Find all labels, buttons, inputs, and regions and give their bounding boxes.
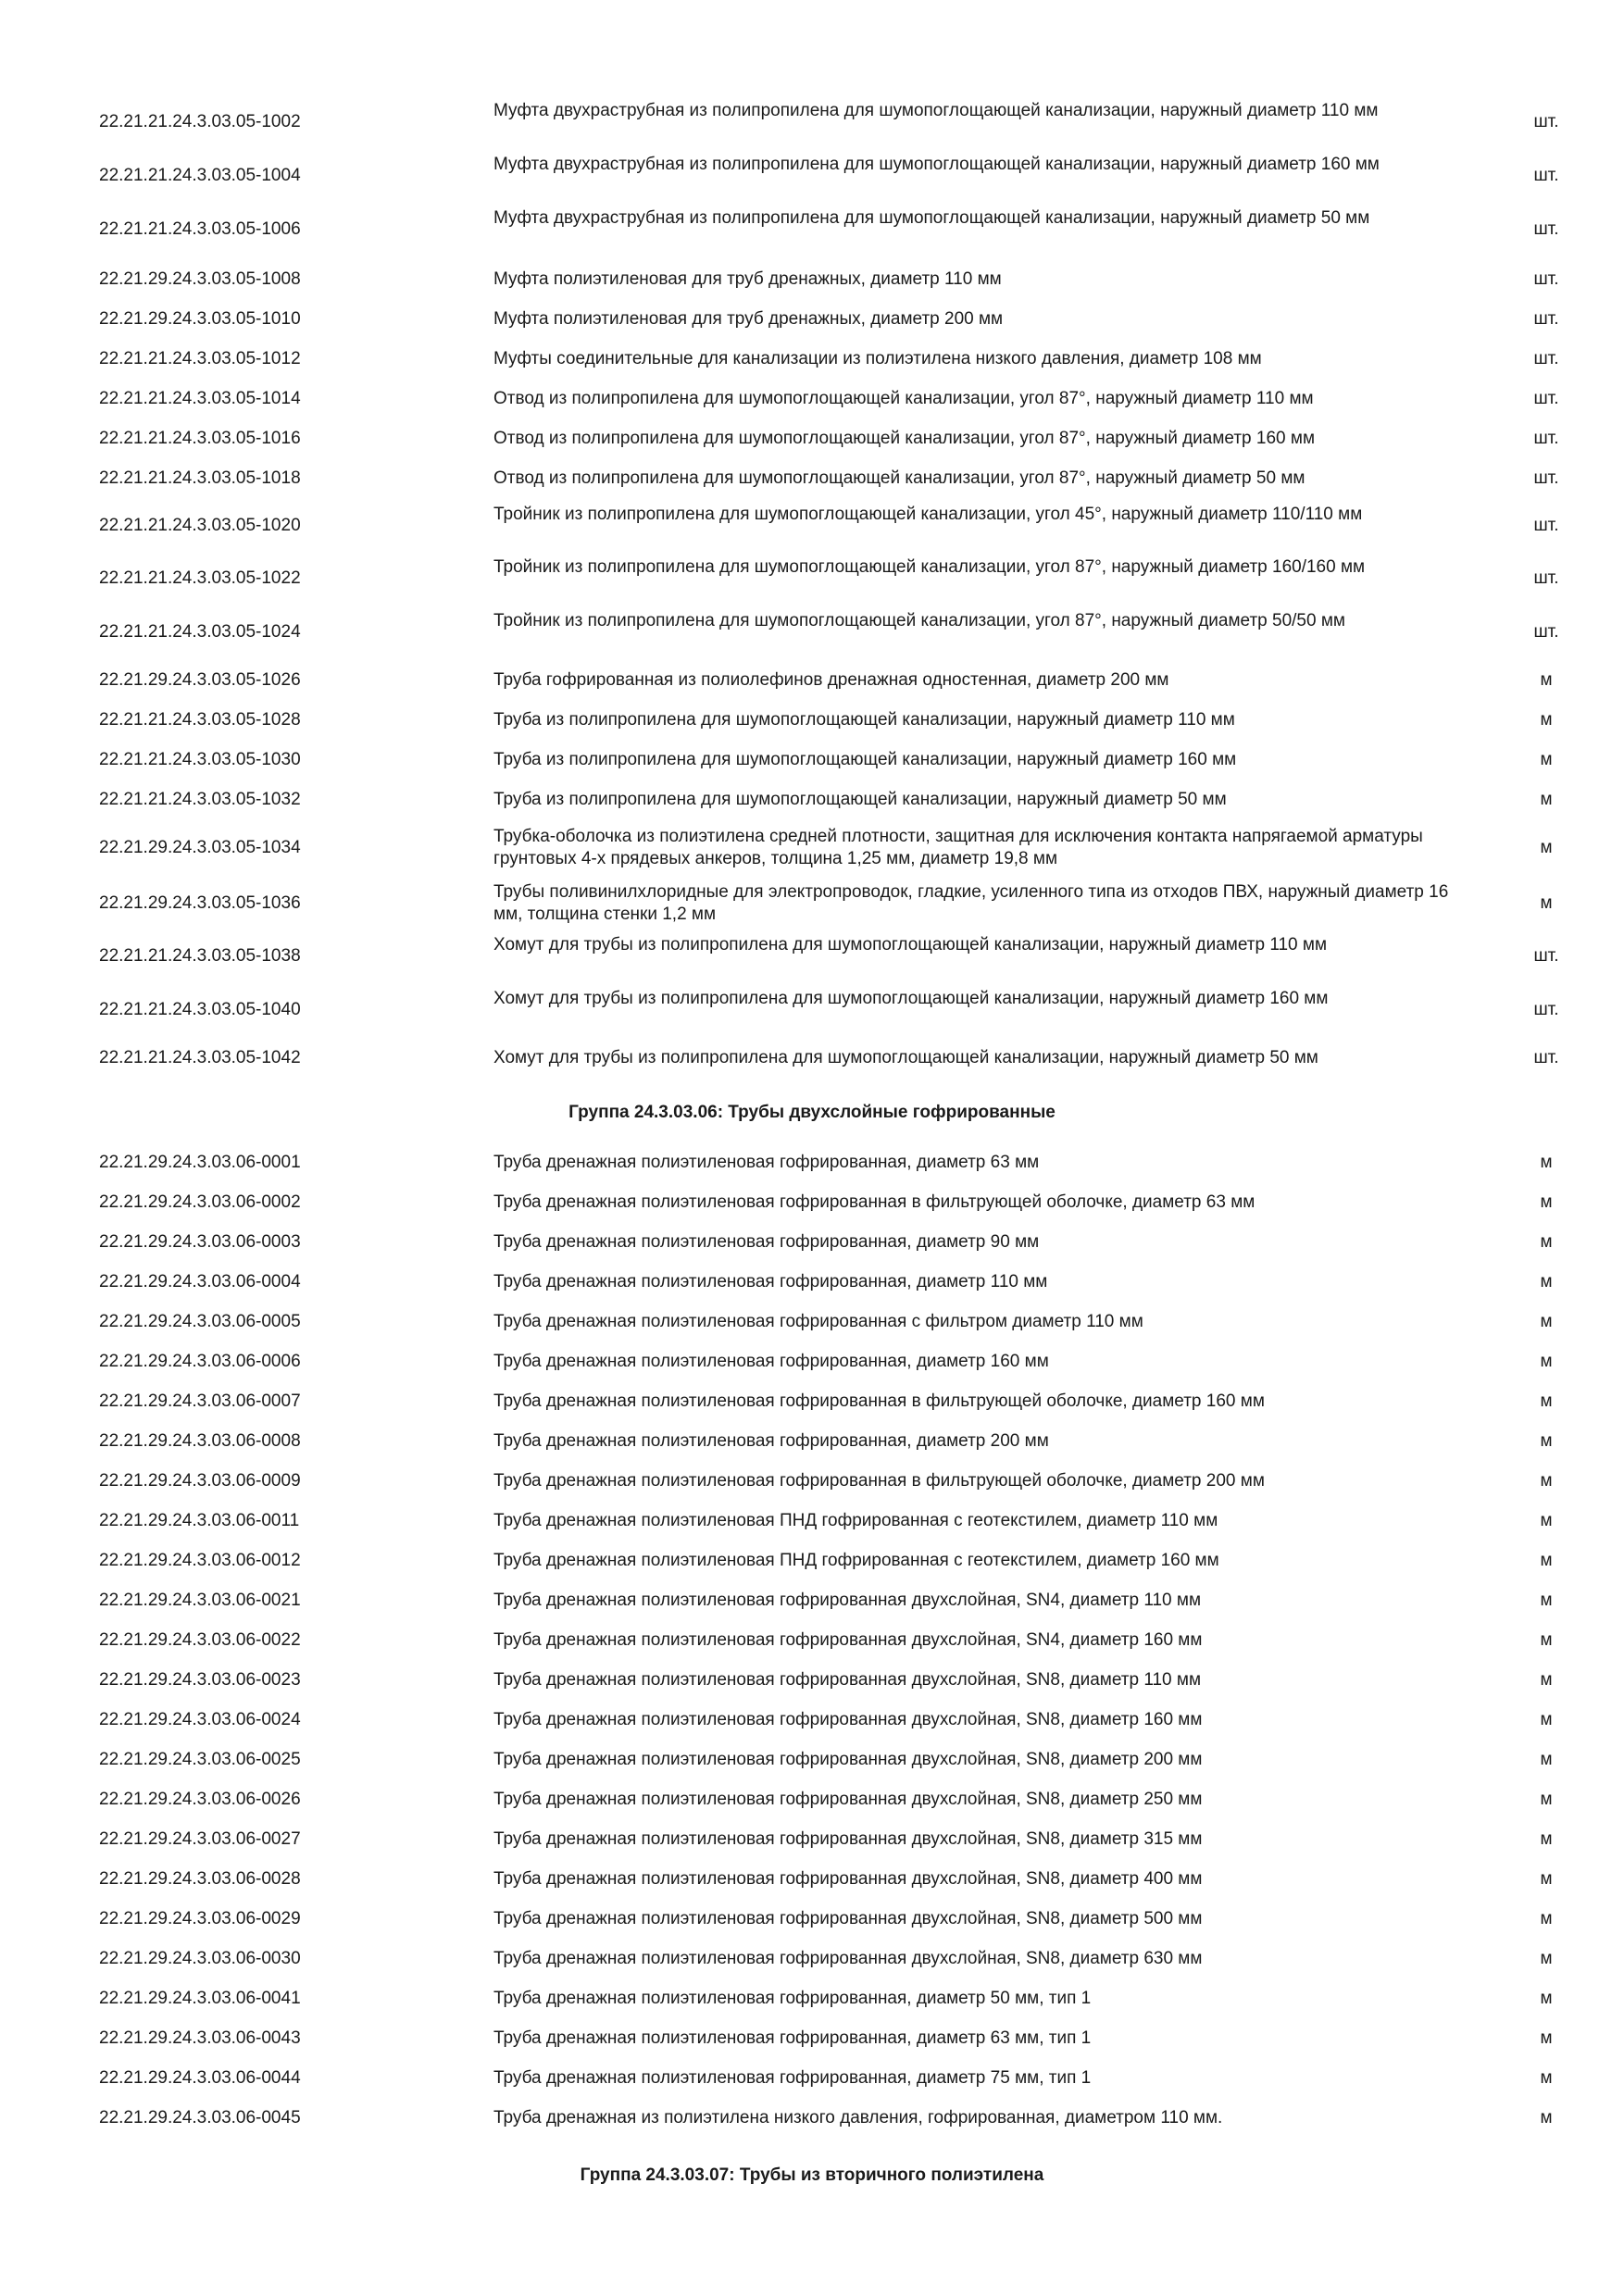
row-code: 22.21.21.24.3.03.05-1014 — [99, 389, 301, 408]
row-description: Муфта полиэтиленовая для труб дренажных, диаметр 200 мм — [493, 309, 1004, 329]
row-code: 22.21.21.24.3.03.05-1016 — [99, 429, 301, 448]
table-row — [0, 1391, 1624, 1413]
row-unit: м — [1540, 1591, 1553, 1610]
row-unit: шт. — [1533, 309, 1559, 329]
row-unit: шт. — [1533, 468, 1559, 488]
row-code: 22.21.29.24.3.03.06-0041 — [99, 1989, 301, 2008]
row-unit: м — [1540, 1431, 1553, 1451]
row-description: Труба дренажная полиэтиленовая гофрированная двухслойная, SN8, диаметр 630 мм — [493, 1949, 1203, 1968]
row-unit: м — [1540, 838, 1553, 857]
row-unit: шт. — [1533, 1000, 1559, 1019]
table-row — [0, 988, 1624, 1032]
row-unit: м — [1540, 790, 1553, 809]
row-unit: шт. — [1533, 1048, 1559, 1067]
row-description: Труба дренажная полиэтиленовая гофрированная двухслойная, SN8, диаметр 500 мм — [493, 1909, 1203, 1928]
table-row — [0, 826, 1624, 870]
row-code: 22.21.29.24.3.03.06-0025 — [99, 1750, 301, 1769]
row-description: Труба дренажная полиэтиленовая гофрированная двухслойная, SN8, диаметр 200 мм — [493, 1750, 1203, 1769]
row-description: Муфта полиэтиленовая для труб дренажных, диаметр 110 мм — [493, 269, 1002, 289]
table-row — [0, 1669, 1624, 1691]
group-heading: Группа 24.3.03.07: Трубы из вторичного полиэтилена — [580, 2165, 1044, 2185]
table-row — [0, 1351, 1624, 1373]
row-unit: м — [1540, 710, 1553, 730]
table-row — [0, 207, 1624, 252]
table-row — [0, 154, 1624, 198]
row-description: Труба из полипропилена для шумопоглощающей канализации, наружный диаметр 110 мм — [493, 710, 1235, 730]
row-code: 22.21.29.24.3.03.06-0002 — [99, 1192, 301, 1212]
table-row — [0, 1152, 1624, 1174]
table-row — [0, 1988, 1624, 2010]
row-code: 22.21.29.24.3.03.06-0022 — [99, 1630, 301, 1650]
table-row — [0, 1590, 1624, 1612]
row-code: 22.21.29.24.3.03.06-0027 — [99, 1829, 301, 1849]
row-description: Труба дренажная из полиэтилена низкого давления, гофрированная, диаметром 110 мм. — [493, 2108, 1223, 2128]
row-unit: м — [1540, 1551, 1553, 1570]
row-unit: м — [1540, 1710, 1553, 1729]
row-unit: м — [1540, 1790, 1553, 1809]
row-description: Труба дренажная полиэтиленовая гофрированная, диаметр 160 мм — [493, 1352, 1049, 1371]
row-description: Труба дренажная полиэтиленовая гофрированная в фильтрующей оболочке, диаметр 160 мм — [493, 1391, 1265, 1411]
row-code: 22.21.29.24.3.03.06-0004 — [99, 1272, 301, 1292]
row-description: Муфты соединительные для канализации из полиэтилена низкого давления, диаметр 108 мм — [493, 349, 1262, 368]
row-unit: м — [1540, 2068, 1553, 2088]
table-row — [0, 308, 1624, 331]
table-row — [0, 1908, 1624, 1930]
row-description: Труба дренажная полиэтиленовая гофрированная двухслойная, SN4, диаметр 110 мм — [493, 1591, 1202, 1610]
row-code: 22.21.29.24.3.03.06-0023 — [99, 1670, 301, 1690]
row-description: Трубы поливинилхлоридные для электропроводок, гладкие, усиленного типа из отходов ПВХ, наружный диаметр 16 мм, толщина стенки 1,2 мм — [493, 882, 1449, 924]
table-row — [0, 2107, 1624, 2129]
table-row — [0, 610, 1624, 655]
row-description: Хомут для трубы из полипропилена для шумопоглощающей канализации, наружный диаметр 50 мм — [493, 1048, 1318, 1067]
row-description: Труба дренажная полиэтиленовая гофрированная двухслойная, SN4, диаметр 160 мм — [493, 1630, 1203, 1650]
row-description: Труба дренажная полиэтиленовая гофрированная двухслойная, SN8, диаметр 160 мм — [493, 1710, 1203, 1729]
row-description: Отвод из полипропилена для шумопоглощающей канализации, угол 87°, наружный диаметр 110 мм — [493, 389, 1314, 408]
row-unit: шт. — [1533, 389, 1559, 408]
row-unit: м — [1540, 1232, 1553, 1252]
row-code: 22.21.29.24.3.03.06-0029 — [99, 1909, 301, 1928]
row-description: Муфта двухраструбная из полипропилена для шумопоглощающей канализации, наружный диаметр 50 мм — [493, 208, 1370, 228]
row-code: 22.21.21.24.3.03.05-1040 — [99, 1000, 301, 1019]
row-description: Труба дренажная полиэтиленовая гофрированная, диаметр 63 мм, тип 1 — [493, 2028, 1092, 2048]
row-code: 22.21.21.24.3.03.05-1042 — [99, 1048, 301, 1067]
row-unit: м — [1540, 1352, 1553, 1371]
table-row — [0, 1550, 1624, 1572]
row-code: 22.21.29.24.3.03.06-0003 — [99, 1232, 301, 1252]
table-row — [0, 1828, 1624, 1851]
row-description: Труба дренажная полиэтиленовая гофрированная, диаметр 75 мм, тип 1 — [493, 2068, 1092, 2088]
row-code: 22.21.29.24.3.03.05-1036 — [99, 893, 301, 913]
row-description: Трубка-оболочка из полиэтилена средней плотности, защитная для исключения контакта напрягаемой арматуры грунтовых 4-х прядевых анкеров, толщина 1,25 мм, диаметр 19,8 мм — [493, 827, 1423, 868]
table-row — [0, 1311, 1624, 1333]
row-unit: м — [1540, 1869, 1553, 1889]
table-row — [0, 1789, 1624, 1811]
table-row — [0, 428, 1624, 450]
group-heading: Группа 24.3.03.06: Трубы двухслойные гофрированные — [568, 1103, 1056, 1122]
row-unit: м — [1540, 1272, 1553, 1292]
row-unit: шт. — [1533, 568, 1559, 588]
row-code: 22.21.29.24.3.03.05-1034 — [99, 838, 301, 857]
table-row — [0, 348, 1624, 370]
table-row — [0, 1948, 1624, 1970]
row-unit: м — [1540, 750, 1553, 769]
row-unit: шт. — [1533, 516, 1559, 535]
row-code: 22.21.29.24.3.03.06-0008 — [99, 1431, 301, 1451]
row-code: 22.21.29.24.3.03.06-0026 — [99, 1790, 301, 1809]
row-description: Труба гофрированная из полиолефинов дренажная одностенная, диаметр 200 мм — [493, 670, 1169, 690]
row-code: 22.21.21.24.3.03.05-1020 — [99, 516, 301, 535]
row-code: 22.21.21.24.3.03.05-1022 — [99, 568, 301, 588]
table-row — [0, 749, 1624, 771]
row-code: 22.21.21.24.3.03.05-1004 — [99, 166, 301, 185]
row-description: Труба дренажная полиэтиленовая гофрированная, диаметр 90 мм — [493, 1232, 1040, 1252]
row-unit: м — [1540, 1192, 1553, 1212]
table-row — [0, 556, 1624, 601]
row-description: Труба дренажная полиэтиленовая гофрированная двухслойная, SN8, диаметр 315 мм — [493, 1829, 1203, 1849]
row-unit: м — [1540, 1670, 1553, 1690]
table-row — [0, 1470, 1624, 1492]
row-unit: шт. — [1533, 429, 1559, 448]
row-unit: м — [1540, 1989, 1553, 2008]
row-description: Муфта двухраструбная из полипропилена для шумопоглощающей канализации, наружный диаметр 110 мм — [493, 101, 1379, 120]
table-row — [0, 1510, 1624, 1532]
row-code: 22.21.29.24.3.03.05-1008 — [99, 269, 301, 289]
row-code: 22.21.29.24.3.03.05-1026 — [99, 670, 301, 690]
row-code: 22.21.21.24.3.03.05-1012 — [99, 349, 301, 368]
row-code: 22.21.29.24.3.03.06-0021 — [99, 1591, 301, 1610]
row-unit: м — [1540, 1471, 1553, 1491]
table-row — [0, 2067, 1624, 2090]
row-code: 22.21.29.24.3.03.06-0001 — [99, 1153, 301, 1172]
row-code: 22.21.21.24.3.03.05-1018 — [99, 468, 301, 488]
table-row — [0, 504, 1624, 548]
table-row — [0, 1430, 1624, 1453]
row-description: Труба дренажная полиэтиленовая гофрированная, диаметр 63 мм — [493, 1153, 1040, 1172]
row-code: 22.21.21.24.3.03.05-1006 — [99, 219, 301, 239]
row-unit: м — [1540, 1829, 1553, 1849]
row-unit: м — [1540, 2108, 1553, 2128]
row-code: 22.21.29.24.3.03.06-0045 — [99, 2108, 301, 2128]
row-description: Отвод из полипропилена для шумопоглощающей канализации, угол 87°, наружный диаметр 50 мм — [493, 468, 1305, 488]
row-unit: м — [1540, 670, 1553, 690]
row-code: 22.21.21.24.3.03.05-1038 — [99, 946, 301, 966]
row-unit: шт. — [1533, 622, 1559, 642]
row-description: Труба из полипропилена для шумопоглощающей канализации, наружный диаметр 160 мм — [493, 750, 1237, 769]
row-code: 22.21.29.24.3.03.06-0030 — [99, 1949, 301, 1968]
table-row — [0, 1192, 1624, 1214]
table-row — [0, 100, 1624, 144]
table-row — [0, 1231, 1624, 1254]
row-code: 22.21.29.24.3.03.06-0009 — [99, 1471, 301, 1491]
table-row — [0, 388, 1624, 410]
row-description: Труба дренажная полиэтиленовая ПНД гофрированная с геотекстилем, диаметр 160 мм — [493, 1551, 1219, 1570]
row-description: Труба дренажная полиэтиленовая гофрированная в фильтрующей оболочке, диаметр 200 мм — [493, 1471, 1265, 1491]
table-row — [0, 468, 1624, 490]
row-description: Труба дренажная полиэтиленовая гофрированная в фильтрующей оболочке, диаметр 63 мм — [493, 1192, 1255, 1212]
table-row — [0, 669, 1624, 692]
row-unit: шт. — [1533, 219, 1559, 239]
row-description: Тройник из полипропилена для шумопоглощающей канализации, угол 87°, наружный диаметр 160/160 мм — [493, 557, 1366, 577]
table-row — [0, 268, 1624, 291]
table-row — [0, 2028, 1624, 2050]
table-row — [0, 1047, 1624, 1069]
row-description: Труба дренажная полиэтиленовая гофрированная двухслойная, SN8, диаметр 400 мм — [493, 1869, 1203, 1889]
row-unit: м — [1540, 1909, 1553, 1928]
table-row — [0, 1629, 1624, 1652]
row-code: 22.21.29.24.3.03.06-0028 — [99, 1869, 301, 1889]
row-description: Хомут для трубы из полипропилена для шумопоглощающей канализации, наружный диаметр 160 мм — [493, 989, 1329, 1008]
row-unit: шт. — [1533, 112, 1559, 131]
row-unit: м — [1540, 893, 1553, 913]
table-row — [0, 789, 1624, 811]
table-row — [0, 934, 1624, 979]
row-code: 22.21.29.24.3.03.06-0012 — [99, 1551, 301, 1570]
row-code: 22.21.21.24.3.03.05-1024 — [99, 622, 301, 642]
row-code: 22.21.29.24.3.03.06-0005 — [99, 1312, 301, 1331]
row-unit: м — [1540, 1511, 1553, 1530]
row-code: 22.21.21.24.3.03.05-1002 — [99, 112, 301, 131]
row-description: Труба дренажная полиэтиленовая гофрированная двухслойная, SN8, диаметр 250 мм — [493, 1790, 1203, 1809]
row-description: Тройник из полипропилена для шумопоглощающей канализации, угол 87°, наружный диаметр 50/50 мм — [493, 611, 1345, 630]
row-unit: м — [1540, 1630, 1553, 1650]
row-description: Труба из полипропилена для шумопоглощающей канализации, наружный диаметр 50 мм — [493, 790, 1227, 809]
row-description: Тройник из полипропилена для шумопоглощающей канализации, угол 45°, наружный диаметр 110/110 мм — [493, 505, 1363, 524]
row-code: 22.21.21.24.3.03.05-1030 — [99, 750, 301, 769]
table-row — [0, 1749, 1624, 1771]
row-description: Труба дренажная полиэтиленовая гофрированная двухслойная, SN8, диаметр 110 мм — [493, 1670, 1202, 1690]
row-description: Труба дренажная полиэтиленовая гофрированная с фильтром диаметр 110 мм — [493, 1312, 1143, 1331]
row-unit: м — [1540, 2028, 1553, 2048]
row-code: 22.21.29.24.3.03.06-0044 — [99, 2068, 301, 2088]
row-unit: м — [1540, 1312, 1553, 1331]
row-description: Труба дренажная полиэтиленовая гофрированная, диаметр 200 мм — [493, 1431, 1049, 1451]
row-description: Труба дренажная полиэтиленовая ПНД гофрированная с геотекстилем, диаметр 110 мм — [493, 1511, 1218, 1530]
row-unit: шт. — [1533, 349, 1559, 368]
row-unit: м — [1540, 1153, 1553, 1172]
row-description: Труба дренажная полиэтиленовая гофрированная, диаметр 50 мм, тип 1 — [493, 1989, 1092, 2008]
row-code: 22.21.29.24.3.03.06-0006 — [99, 1352, 301, 1371]
table-row — [0, 881, 1624, 926]
row-unit: шт. — [1533, 269, 1559, 289]
row-unit: шт. — [1533, 946, 1559, 966]
row-unit: шт. — [1533, 166, 1559, 185]
row-code: 22.21.29.24.3.03.06-0007 — [99, 1391, 301, 1411]
row-description: Отвод из полипропилена для шумопоглощающей канализации, угол 87°, наружный диаметр 160 мм — [493, 429, 1316, 448]
row-description: Хомут для трубы из полипропилена для шумопоглощающей канализации, наружный диаметр 110 мм — [493, 935, 1328, 955]
row-code: 22.21.21.24.3.03.05-1032 — [99, 790, 301, 809]
row-description: Муфта двухраструбная из полипропилена для шумопоглощающей канализации, наружный диаметр 160 мм — [493, 155, 1380, 174]
row-description: Труба дренажная полиэтиленовая гофрированная, диаметр 110 мм — [493, 1272, 1048, 1292]
table-row — [0, 1868, 1624, 1890]
row-code: 22.21.21.24.3.03.05-1028 — [99, 710, 301, 730]
row-unit: м — [1540, 1949, 1553, 1968]
row-code: 22.21.29.24.3.03.06-0011 — [99, 1511, 300, 1530]
row-code: 22.21.29.24.3.03.06-0024 — [99, 1710, 301, 1729]
table-row — [0, 1709, 1624, 1731]
row-unit: м — [1540, 1750, 1553, 1769]
row-unit: м — [1540, 1391, 1553, 1411]
row-code: 22.21.29.24.3.03.05-1010 — [99, 309, 301, 329]
table-row — [0, 709, 1624, 731]
table-row — [0, 1271, 1624, 1293]
row-code: 22.21.29.24.3.03.06-0043 — [99, 2028, 301, 2048]
